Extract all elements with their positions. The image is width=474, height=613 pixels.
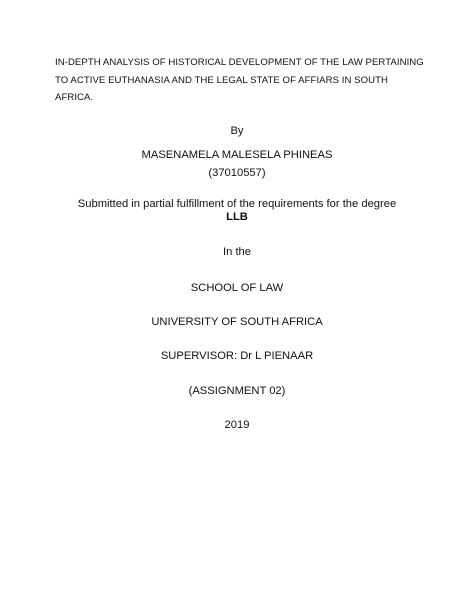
submission-statement: Submitted in partial fulfillment of the requirements for the degree [77,198,397,210]
in-the-label: In the [223,246,251,258]
supervisor-line: SUPERVISOR: Dr L PIENAAR [160,350,314,362]
degree: LLB [226,211,248,223]
school-name: SCHOOL OF LAW [190,282,284,294]
by-label: By [230,125,244,137]
year: 2019 [224,419,250,431]
document-title: IN-DEPTH ANALYSIS OF HISTORICAL DEVELOPMENT OF THE LAW PERTAINING TO ACTIVE EUTHANASIA AND THE LEGAL STATE OF AFFIARS IN SOUTH AFRICA. [55,57,424,103]
student-number: (37010557) [208,167,266,179]
assignment-label: (ASSIGNMENT 02) [188,385,286,397]
author-name: MASENAMELA MALESELA PHINEAS [141,149,333,161]
university-name: UNIVERSITY OF SOUTH AFRICA [151,316,323,328]
